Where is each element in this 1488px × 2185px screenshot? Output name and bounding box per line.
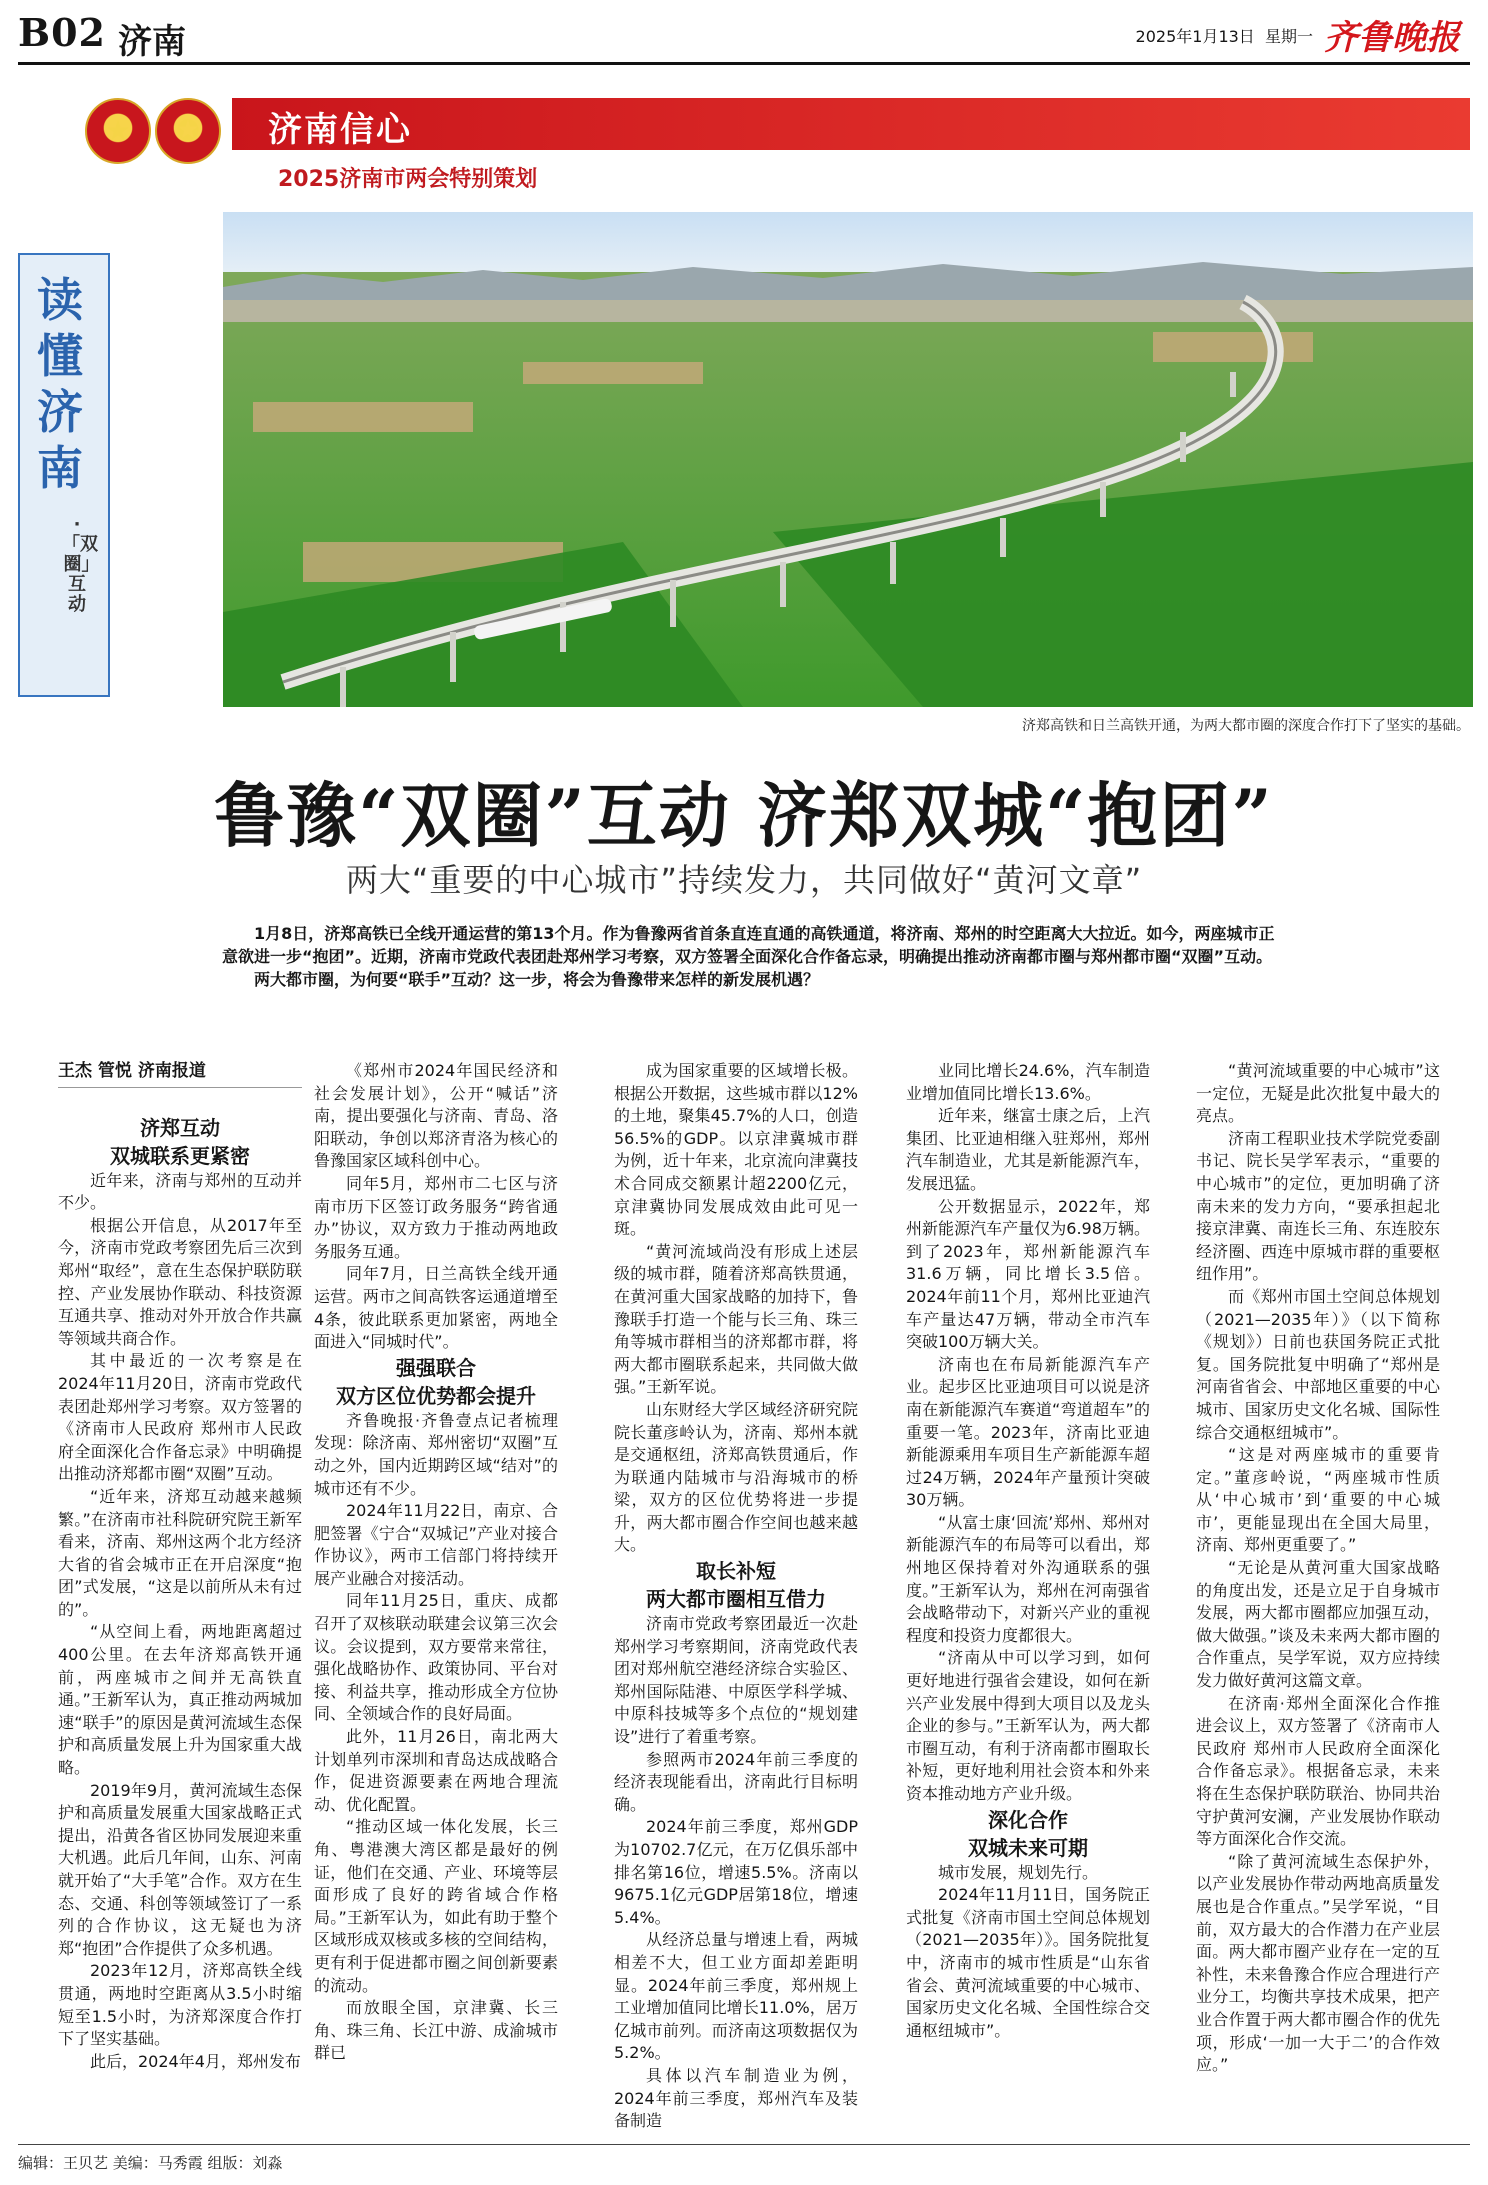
weekday: 星期一 [1264,27,1313,46]
top-rule [18,62,1470,65]
paragraph: 济南也在布局新能源汽车产业。起步区比亚迪项目可以说是济南在新能源汽车赛道“弯道超车”的重要一笔。2023年，济南比亚迪新能源乘用车项目生产新能源车超过24万辆，2024年产量预计突破30万辆。 [906,1354,1150,1510]
lead-text: 两大都市圈，为何要“联手”互动？这一步，将会为鲁豫带来怎样的新发展机遇？ [254,970,820,989]
paragraph: 济南市党政考察团最近一次赴郑州学习考察期间，济南党政代表团对郑州航空港经济综合实验区、郑州国际陆港、中原医学科学城、中原科技城等多个点位的“规划建设”进行了着重考察。 [614,1614,858,1747]
banner-bar [232,98,1470,150]
subheadline: 两大“重要的中心城市”持续发力，共同做好“黄河文章” [345,861,1143,899]
paragraph: 在济南·郑州全面深化合作推进会议上，双方签署了《济南市人民政府 郑州市人民政府全面深化合作备忘录》。根据备忘录，未来将在生态保护联防联治、协同共治守护黄河安澜，产业发展协作联动等方面深化合作交流。 [1196,1693,1440,1849]
article-column-3 [614,1060,858,2133]
article-column-2 [314,1060,558,2065]
paragraph: “除了黄河流域生态保护外，以产业发展协作带动两地高质量发展也是合作重点。”吴学军说，“目前，双方最大的合作潜力在产业层面。两大都市圈产业存在一定的互补性，未来鲁豫合作应合理进行产业分工，均衡共享技术成果，把产业合作置于两大都市圈合作的优先项，形成‘一加一大于二’的合作效应。” [1196,1851,1440,2075]
paragraph: 近年来，继富士康之后，上汽集团、比亚迪相继入驻郑州，郑州汽车制造业，尤其是新能源汽车，发展迅猛。 [906,1106,1150,1193]
highspeed-rail-photo [223,212,1473,707]
page-number: B02 [18,10,106,55]
paragraph: “无论是从黄河重大国家战略的角度出发，还是立足于自身城市发展，两大都市圈都应加强互动，做大做强。”谈及未来两大都市圈的合作重点，吴学军说，双方应持续发力做好黄河这篇文章。 [1196,1558,1440,1691]
paragraph: 而《郑州市国土空间总体规划（2021—2035年）》（以下简称《规划》）日前也获国务院正式批复。国务院批复中明确了“郑州是河南省省会、中部地区重要的中心城市、国家历史文化名城、国际性综合交通枢纽城市”。 [1196,1286,1440,1442]
side-badge-subtitle: ·「双圈」互动 [62,514,98,615]
credits: 编辑：王贝艺 美编：马秀霞 组版：刘淼 [18,2154,283,2172]
date: 2025年1月13日 [1135,27,1255,46]
paragraph: 近年来，济南与郑州的互动并不少。 [58,1170,302,1213]
paragraph: “这是对两座城市的重要肯定。”董彦岭说，“两座城市性质从‘中心城市’到‘重要的中心城市’，更能显现出在全国大局里，济南、郑州更重要了。” [1196,1445,1440,1555]
paragraph: 齐鲁晚报·齐鲁壹点记者梳理发现：除济南、郑州密切“双圈”互动之外，国内近期跨区域“结对”的城市还有不少。 [314,1410,558,1498]
paragraph: 济南工程职业技术学院党委副书记、院长吴学军表示，“重要的中心城市”的定位，更加明确了济南未来的发力方向，“要承担起北接京津冀、南连长三角、东连胶东经济圈、西连中原城市群的重要枢纽作用”。 [1196,1128,1440,1284]
paragraph: 同年11月25日，重庆、成都召开了双核联动联建会议第三次会议。会议提到，双方要常来常往，强化战略协作、政策协同、平台对接、利益共享，推动形成全方位协同、全领域合作的良好局面。 [314,1591,558,1724]
bottom-rule [18,2144,1470,2145]
section-name: 济南 [118,22,186,62]
paragraph: 此外，11月26日，南北两大计划单列市深圳和青岛达成战略合作，促进资源要素在两地合理流动、优化配置。 [314,1727,558,1814]
paragraph: 业同比增长24.6%，汽车制造业增加值同比增长13.6%。 [906,1061,1150,1103]
paragraph: “近年来，济郑互动越来越频繁。”在济南市社科院研究院王新军看来，济南、郑州这两个北方经济大省的省会城市正在开启深度“抱团”式发展，“这是以前所从未有过的”。 [58,1486,302,1619]
paragraph: 而放眼全国，京津冀、长三角、珠三角、长江中游、成渝城市群已 [314,1998,558,2063]
paragraph: 山东财经大学区域经济研究院院长董彦岭认为，济南、郑州本就是交通枢纽，济郑高铁贯通后，作为联通内陆城市与沿海城市的桥梁，双方的区位优势将进一步提升，两大都市圈合作空间也越来越大。 [614,1399,858,1555]
banner-title: 济南信心 [268,110,412,150]
article-column-4 [906,1060,1150,2042]
paragraph: 其中最近的一次考察是在2024年11月20日，济南市党政代表团赴郑州学习考察。双方签署的《济南市人民政府 郑州市人民政府全面深化合作备忘录》中明确提出推动济郑都市圈“双圈”互动。 [58,1351,302,1484]
paragraph: “黄河流域尚没有形成上述层级的城市群，随着济郑高铁贯通，在黄河重大国家战略的加持下，鲁豫联手打造一个能与长三角、珠三角等城市群相当的济郑都市群，将两大都市圈联系起来，共同做大做强。”王新军说。 [614,1241,858,1397]
paragraph: “推动区域一体化发展，长三角、粤港澳大湾区都是最好的例证，他们在交通、产业、环境等层面形成了良好的跨省域合作格局。”王新军认为，如此有助于整个区域形成双核或多核的空间结构，更有利于促进都市圈之间创新要素的流动。 [314,1817,558,1995]
paragraph: 从经济总量与增速上看，两城相差不大，但工业方面却差距明显。2024年前三季度，郑州规上工业增加值同比增长11.0%，居万亿城市前列。而济南这项数据仅为5.2%。 [614,1930,858,2063]
paragraph: 成为国家重要的区域增长极。根据公开数据，这些城市群以12%的土地，聚集45.7%的人口，创造56.5%的GDP。以京津冀城市群为例，近十年来，北京流向津冀技术合同成交额累计超2200亿元，京津冀协同发展成效由此可见一斑。 [614,1061,858,1239]
byline: 王杰 管悦 济南报道 [58,1060,302,1088]
paragraph: 参照两市2024年前三季度的经济表现能看出，济南此行目标明确。 [614,1749,858,1814]
paragraph: 同年5月，郑州市二七区与济南市历下区签订政务服务“跨省通办”协议，双方致力于推动两地政务服务互通。 [314,1173,558,1261]
paragraph: 具体以汽车制造业为例，2024年前三季度，郑州汽车及装备制造 [614,2065,858,2131]
paragraph: 公开数据显示，2022年，郑州新能源汽车产量仅为6.98万辆。到了2023年，郑州新能源汽车31.6万辆，同比增长3.5倍。2024年前11个月，郑州比亚迪汽车产量达47万辆，带动全市汽车突破100万辆大关。 [906,1196,1150,1352]
paragraph: “从空间上看，两地距离超过400公里。在去年济郑高铁开通前，两座城市之间并无高铁直通。”王新军认为，真正推动两城加速“联手”的原因是黄河流域生态保护和高质量发展上升为国家重大战略。 [58,1622,302,1778]
lead-text: 1月8日，济郑高铁已全线开通运营的第13个月。作为鲁豫两省首条直连直通的高铁通道，将济南、郑州的时空距离大大拉近。如今，两座城市正意欲进一步“抱团”。近期，济南市党政代表团赴郑州学习考察，双方签署全面深化合作备忘录，明确提出推动济南都市圈与郑州都市圈“双圈”互动。 [222,924,1275,966]
paragraph: 2023年12月，济郑高铁全线贯通，两地时空距离从3.5小时缩短至1.5小时，为济郑深度合作打下了坚实基础。 [58,1961,302,2049]
paragraph: 2019年9月，黄河流域生态保护和高质量发展重大国家战略正式提出，沿黄各省区协同发展迎来重大机遇。此后几年间，山东、河南就开始了“大手笔”合作。双方在生态、交通、科创等领域签订了一系列的合作协议，这无疑也为济郑“抱团”合作提供了众多机遇。 [58,1780,302,1958]
article-column-5 [1196,1060,1440,2077]
paragraph: 《郑州市2024年国民经济和社会发展计划》，公开“喊话”济南，提出要强化与济南、青岛、洛阳联动，争创以郑济青洛为核心的鲁豫国家区域科创中心。 [314,1061,558,1171]
paragraph: “济南从中可以学习到，如何更好地进行强省会建设，如何在新兴产业发展中得到大项目以及龙头企业的参与。”王新军认为，两大都市圈互动，有利于济南都市圈取长补短，更好地利用社会资本和外来资本推动地方产业升级。 [906,1648,1150,1803]
paragraph: 2024年前三季度，郑州GDP为10702.7亿元，在万亿俱乐部中排名第16位，增速5.5%。济南以9675.1亿元GDP居第18位，增速5.4%。 [614,1817,858,1927]
paragraph: 城市发展，规划先行。 [938,1862,1099,1882]
paragraph: “从富士康‘回流’郑州、郑州对新能源汽车的布局等可以看出，郑州地区保持着对外沟通联系的强度。”王新军认为，郑州在河南强省会战略带动下，对新兴产业的重视程度和投资力度都很大。 [906,1512,1150,1645]
paragraph: 2024年11月22日，南京、合肥签署《宁合“双城记”产业对接合作协议》，两市工信部门将持续开展产业融合对接活动。 [314,1501,558,1588]
lead-paragraph [222,922,1282,991]
section-heading: 深化合作 双城未来可期 [968,1807,1088,1860]
section-heading: 济郑互动 双城联系更紧密 [110,1115,250,1168]
side-badge-title: 读懂济南 [37,273,83,495]
paragraph: 此后，2024年4月，郑州发布 [90,2051,301,2071]
banner-subtitle: 2025济南市两会特别策划 [278,167,538,192]
photo-caption: 济郑高铁和日兰高铁开通，为两大都市圈的深度合作打下了坚实的基础。 [1022,718,1470,734]
section-heading: 强强联合 双方区位优势都会提升 [336,1355,536,1408]
newspaper-logo: 齐鲁晚报 [1324,18,1460,58]
section-heading: 取长补短 两大都市圈相互借力 [646,1559,826,1612]
cppcc-emblem-icon: ✪ [155,98,221,164]
paragraph: 同年7月，日兰高铁全线开通运营。两市之间高铁客运通道增至4条，彼此联系更加紧密，两地全面进入“同城时代”。 [314,1264,558,1352]
article-column-1 [58,1060,302,2073]
national-emblem-icon: ★ [85,98,151,164]
paragraph: “黄河流域重要的中心城市”这一定位，无疑是此次批复中最大的亮点。 [1196,1061,1440,1126]
paragraph: 2024年11月11日，国务院正式批复《济南市国土空间总体规划（2021—2035年）》。国务院批复中，济南市的城市性质是“山东省省会、黄河流域重要的中心城市、国家历史文化名城、全国性综合交通枢纽城市”。 [906,1885,1150,2040]
dateline [1136,24,1313,47]
headline: 鲁豫“双圈”互动 济郑双城“抱团” [214,774,1274,857]
paragraph: 根据公开信息，从2017年至今，济南市党政考察团先后三次到郑州“取经”，意在生态保护联防联控、产业发展协作联动、科技资源互通共享、推动对外开放合作共赢等领域共商合作。 [58,1215,302,1348]
